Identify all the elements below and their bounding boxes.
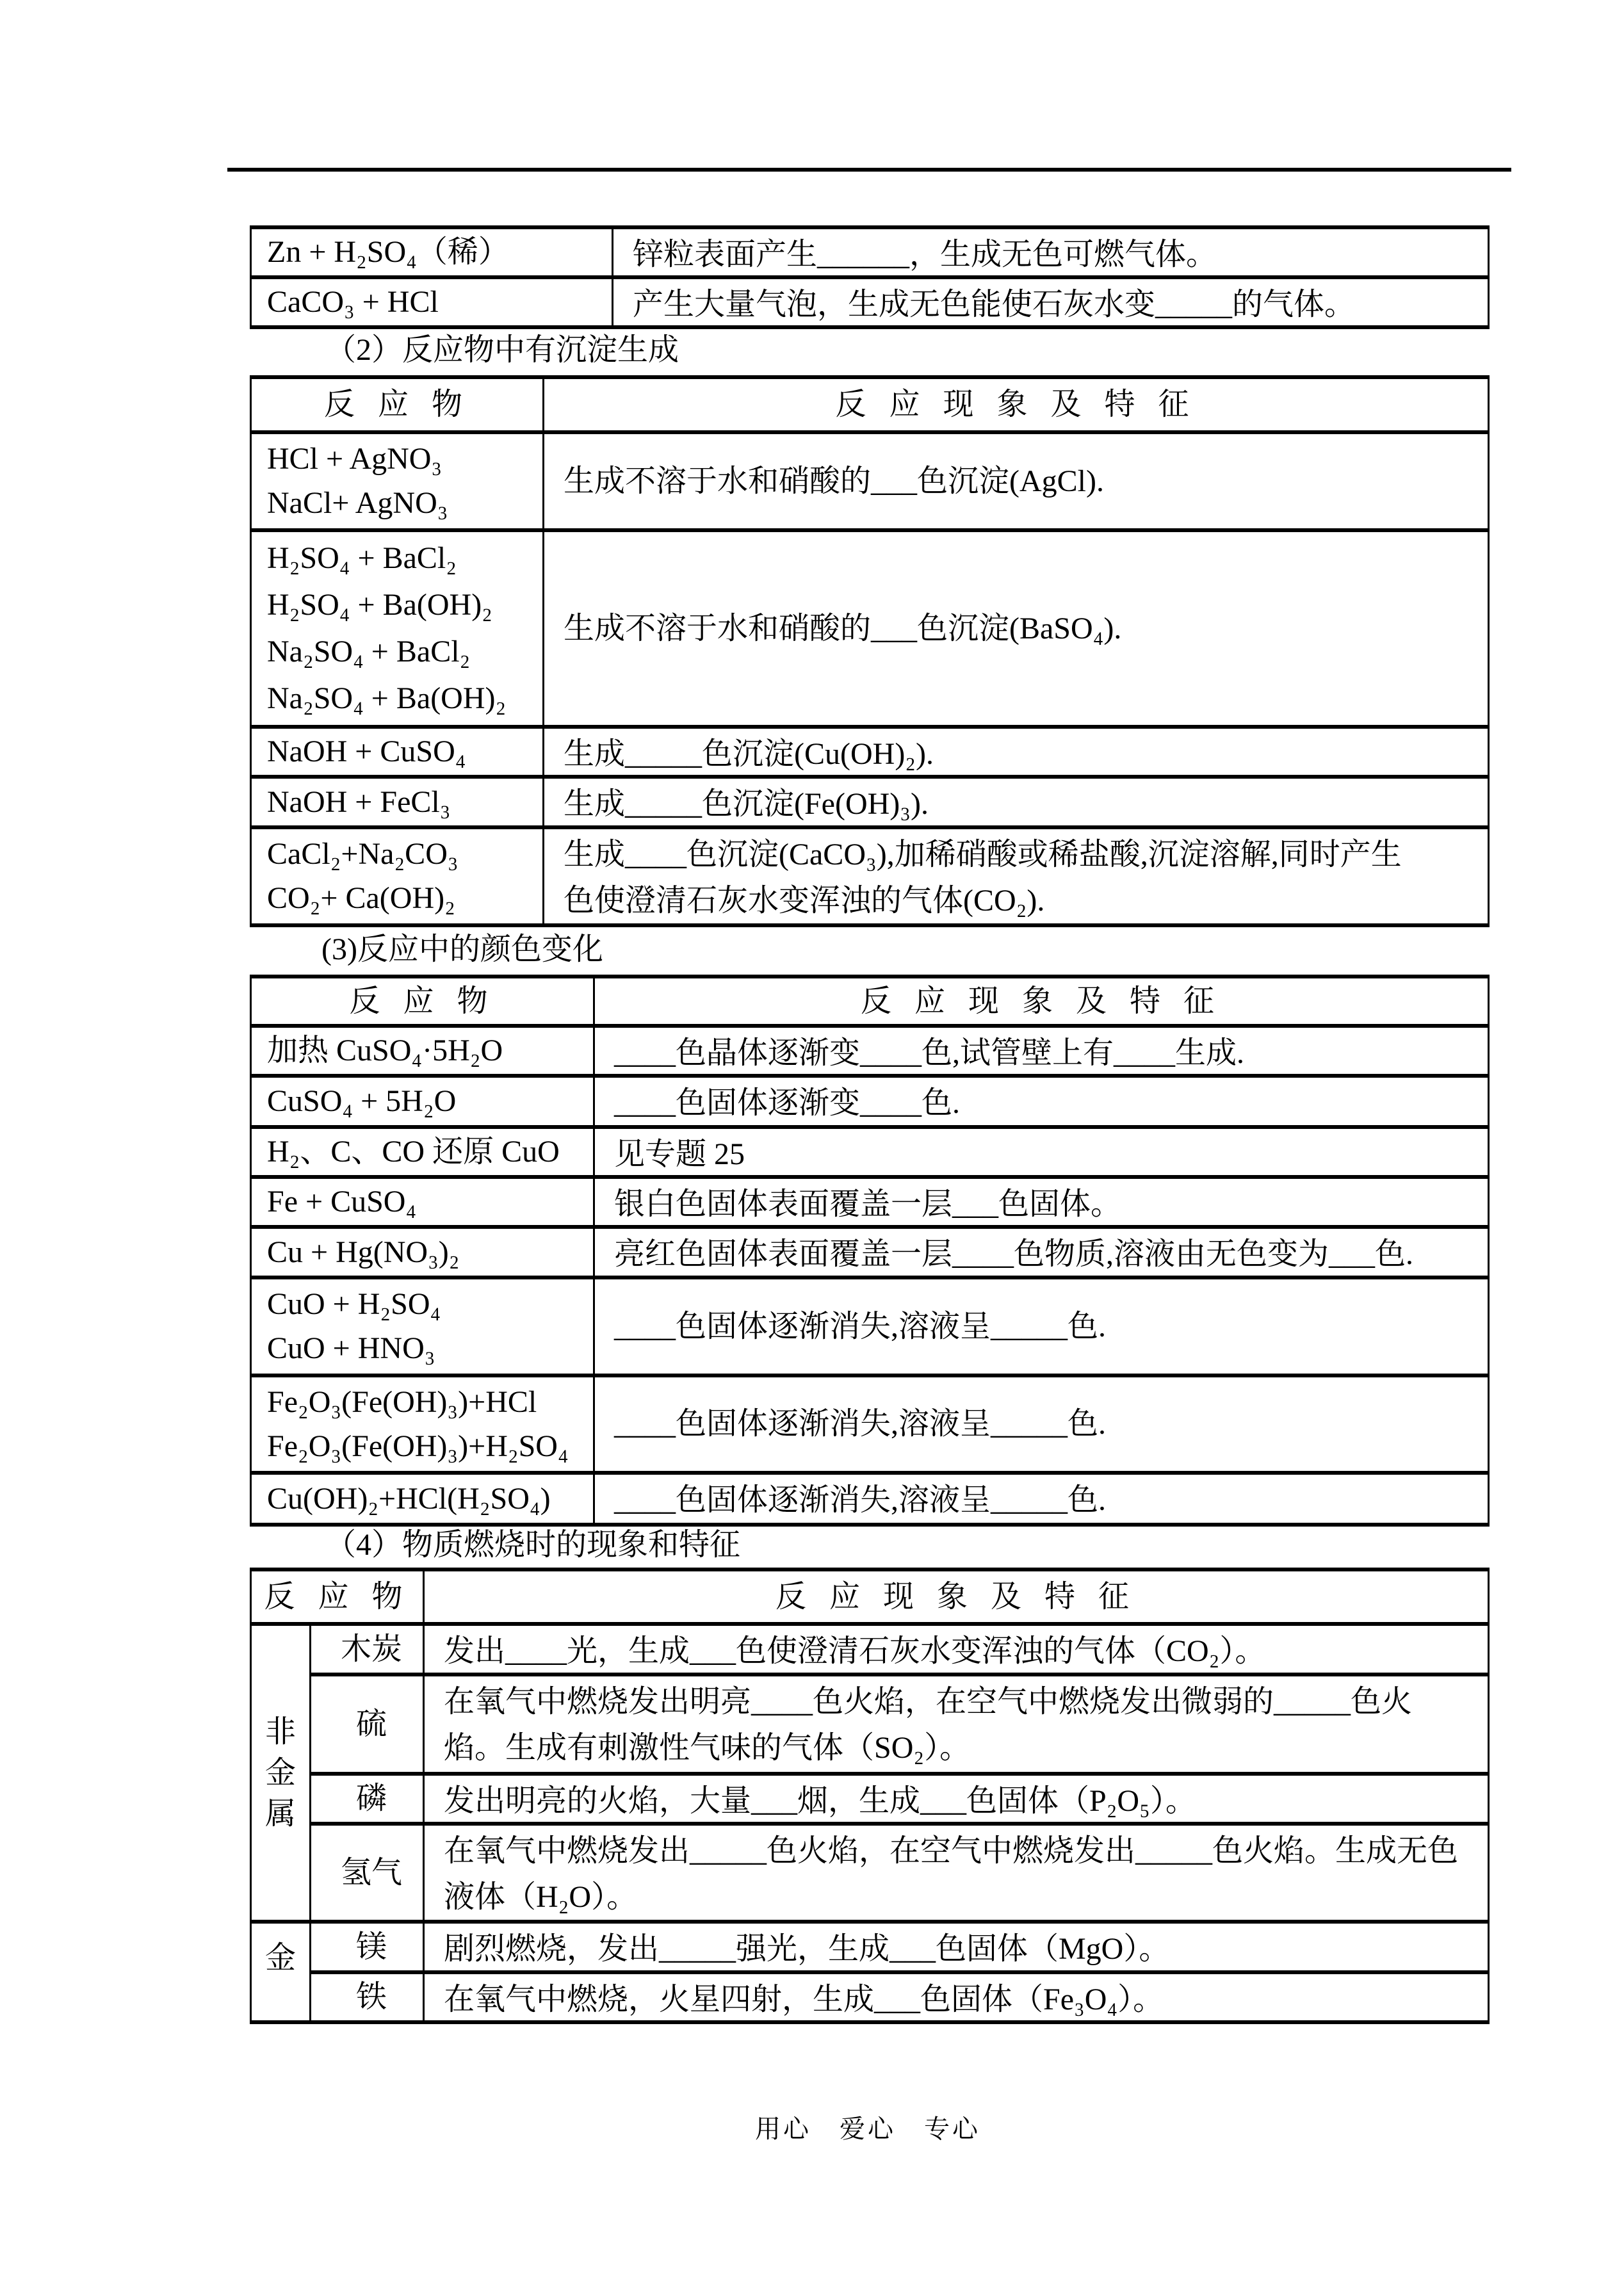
phenomenon-text: 发出明亮的火焰，大量___烟，生成___色固体（P₂O₅）。 [444,1784,1196,1818]
reactant-formula: Na₂SO₄ + Ba(OH)₂ [267,681,507,716]
phenomenon-text: ____色固体逐渐消失,溶液呈_____色. [614,1309,1107,1343]
substance-label: 硫 [355,1707,387,1741]
substance-cell [311,1924,425,1970]
phenomenon-text: 生成____色沉淀(CaCO₃),加稀硝酸或稀盐酸,沉淀溶解,同时产生 [564,838,1402,872]
table-row [252,1374,1488,1471]
phenomenon-cell [613,229,1488,275]
table-row [252,1024,1488,1074]
header-phenomenon-label: 反 应 现 象 及 特 征 [860,984,1222,1018]
table-row [311,1626,1488,1673]
reactant-cell [252,1229,595,1276]
phenomenon-cell [425,1626,1488,1673]
table-row [311,1673,1488,1772]
table-row [252,725,1488,775]
reactant-formula: CaCl₂+Na₂CO₃ [267,836,459,871]
phenomenon-cell [595,1377,1488,1471]
substance-label: 镁 [355,1929,387,1964]
reactant-formula: Cu(OH)₂+HCl(H₂SO₄) [267,1481,551,1516]
phenomenon-cell [544,829,1488,923]
phenomenon-text: 在氧气中燃烧，火星四射，生成___色固体（Fe₃O₄）。 [444,1983,1164,2016]
table-row [311,1970,1488,2020]
header-reactant-label: 反 应 物 [264,1579,410,1614]
reactant-formula: CuSO₄ + 5H₂O [267,1084,457,1118]
table-combustion [250,1568,1490,2024]
group-label: 金 [264,1941,296,1975]
header-phenomenon [544,379,1488,430]
table-row [252,775,1488,825]
phenomenon-cell [544,779,1488,825]
reactant-formula: Fe + CuSO₄ [267,1185,417,1219]
table-color-changes [250,975,1490,1527]
page-top-rule [227,168,1511,172]
phenomenon-cell [544,532,1488,725]
table-row [311,1772,1488,1822]
table-header-row [252,379,1488,430]
phenomenon-cell [425,1776,1488,1822]
reactant-formula: HCl + AgNO₃ [267,441,443,476]
reactant-formula: CuO + HNO₃ [267,1331,435,1366]
table-row [252,1276,1488,1374]
table-row [252,1074,1488,1125]
substance-label: 磷 [355,1781,387,1815]
table-row [311,1822,1488,1920]
table-row [252,1225,1488,1276]
phenomenon-text: 在氧气中燃烧发出明亮____色火焰，在空气中燃烧发出微弱的_____色火焰。生成有刺激性气味的气体（SO₂）。 [444,1685,1413,1765]
phenomenon-text: ____色固体逐渐消失,溶液呈_____色. [614,1483,1107,1517]
header-phenomenon [425,1571,1488,1622]
group-rows [311,1626,1488,1920]
phenomenon-text: 亮红色固体表面覆盖一层____色物质,溶液由无色变为___色. [614,1237,1414,1271]
reactant-cell [252,1279,595,1374]
phenomenon-text: ____色固体逐渐消失,溶液呈_____色. [614,1407,1107,1441]
phenomenon-cell [425,1826,1488,1920]
table-row [252,1471,1488,1523]
reactant-cell [252,434,544,528]
table-gas-reactions [250,225,1490,329]
phenomenon-text: ____色固体逐渐变____色. [614,1086,961,1120]
reactant-formula: CuO + H₂SO₄ [267,1286,441,1321]
group-label: 非金属 [264,1714,296,1831]
phenomenon-text: 发出____光，生成___色使澄清石灰水变浑浊的气体（CO₂）。 [444,1634,1266,1668]
phenomenon-cell [595,1475,1488,1523]
phenomenon-cell [595,1229,1488,1276]
phenomenon-cell [425,1924,1488,1970]
phenomenon-cell [595,1129,1488,1175]
phenomenon-text: 生成_____色沉淀(Cu(OH)₂). [564,737,934,771]
table-header-row [252,1571,1488,1622]
reactant-formula: NaOH + FeCl₃ [267,784,451,819]
group-rows [311,1924,1488,2020]
phenomenon-cell [425,1676,1488,1772]
reactant-cell [252,829,544,923]
phenomenon-cell [595,1028,1488,1074]
table-row [252,275,1488,325]
reactant-formula: H₂SO₄ + Ba(OH)₂ [267,587,492,622]
header-reactant-label: 反 应 物 [349,984,496,1018]
phenomenon-cell [595,1279,1488,1374]
group-label-cell [252,1924,311,2020]
section-3-title: (3)反应中的颜色变化 [321,932,603,966]
section-4-title: （4）物质燃烧时的现象和特征 [325,1528,741,1562]
reactant-formula: Fe₂O₃(Fe(OH)₃)+HCl [267,1384,537,1419]
reactant-cell [252,229,613,275]
table-row [252,430,1488,528]
phenomenon-cell [595,1078,1488,1125]
group-metal [252,1920,1488,2020]
substance-label: 木炭 [340,1632,402,1666]
group-nonmetal [252,1622,1488,1920]
phenomenon-text: 银白色固体表面覆盖一层___色固体。 [614,1187,1122,1221]
table-row [252,528,1488,725]
phenomenon-text: 锌粒表面产生______，生成无色可燃气体。 [633,238,1217,272]
reactant-cell [252,779,544,825]
phenomenon-text: 生成不溶于水和硝酸的___色沉淀(BaSO₄). [564,611,1122,645]
phenomenon-text: 色使澄清石灰水变浑浊的气体(CO₂). [564,884,1045,918]
reactant-cell [252,1028,595,1074]
group-label-cell [252,1626,311,1920]
substance-label: 氢气 [340,1855,402,1890]
reactant-cell [252,1475,595,1523]
reactant-cell [252,1078,595,1125]
phenomenon-text: 产生大量气泡，生成无色能使石灰水变_____的气体。 [633,288,1356,321]
phenomenon-text: 剧烈燃烧，发出_____强光，生成___色固体（MgO）。 [444,1932,1170,1966]
reactant-formula: H₂、C、CO 还原 CuO [267,1135,560,1169]
substance-label: 铁 [355,1980,387,2014]
phenomenon-text: 生成不溶于水和硝酸的___色沉淀(AgCl). [564,464,1104,498]
table-row [252,229,1488,275]
phenomenon-text: 见专题 25 [614,1137,745,1171]
header-reactant [252,379,544,430]
header-phenomenon-label: 反 应 现 象 及 特 征 [835,387,1197,421]
reactant-formula: Cu + Hg(NO₃)₂ [267,1235,460,1269]
table-precipitates [250,375,1490,927]
phenomenon-cell [613,279,1488,325]
header-reactant [252,978,595,1024]
reactant-cell [252,1377,595,1471]
table-header-row [252,978,1488,1024]
table-row [311,1924,1488,1970]
section-2-title: （2）反应物中有沉淀生成 [325,333,679,367]
substance-cell [311,1676,425,1772]
reactant-formula: Zn + H₂SO₄（稀） [267,235,509,269]
header-phenomenon [595,978,1488,1024]
substance-cell [311,1776,425,1822]
reactant-cell [252,1179,595,1225]
reactant-formula: NaCl+ AgNO₃ [267,486,448,521]
reactant-formula: CO₂+ Ca(OH)₂ [267,881,455,916]
table-row [252,1125,1488,1175]
phenomenon-cell [544,729,1488,775]
substance-cell [311,1826,425,1920]
substance-cell [311,1626,425,1673]
header-reactant-label: 反 应 物 [323,387,470,421]
reactant-formula: H₂SO₄ + BaCl₂ [267,540,457,575]
phenomenon-text: 生成_____色沉淀(Fe(OH)₃). [564,787,929,821]
reactant-formula: NaOH + CuSO₄ [267,734,466,768]
header-reactant [252,1571,425,1622]
phenomenon-text: ____色晶体逐渐变____色,试管壁上有____生成. [614,1036,1245,1070]
reactant-formula: Fe₂O₃(Fe(OH)₃)+H₂SO₄ [267,1429,569,1463]
page-footer: 用心 爱心 专心 [755,2114,980,2143]
header-phenomenon-label: 反 应 现 象 及 特 征 [775,1579,1137,1614]
reactant-formula: Na₂SO₄ + BaCl₂ [267,635,471,669]
reactant-cell [252,532,544,725]
table-row [252,825,1488,923]
phenomenon-cell [544,434,1488,528]
reactant-cell [252,729,544,775]
phenomenon-cell [425,1974,1488,2020]
substance-cell [311,1974,425,2020]
document-content [250,225,1486,2145]
phenomenon-cell [595,1179,1488,1225]
reactant-cell [252,1129,595,1175]
reactant-cell [252,279,613,325]
reactant-formula: CaCO₃ + HCl [267,285,439,319]
table-row [252,1175,1488,1225]
reactant-formula: 加热 CuSO₄·5H₂O [267,1034,503,1067]
phenomenon-text: 在氧气中燃烧发出_____色火焰，在空气中燃烧发出_____色火焰。生成无色液体（H₂O）。 [444,1834,1459,1914]
